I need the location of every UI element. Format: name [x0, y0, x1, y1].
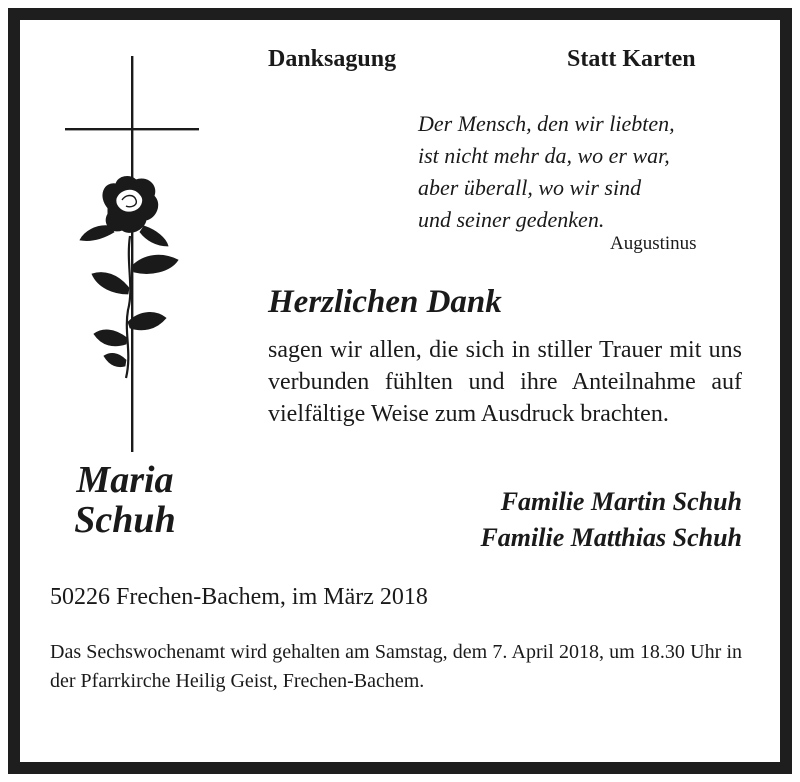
quote-line: ist nicht mehr da, wo er war, [418, 143, 670, 168]
thanks-body: sagen wir allen, die sich in stiller Trauer mit uns verbunden fühlten und ihre Anteilnahme auf vielfältige Weise zum Ausdruck brachten. [268, 337, 742, 427]
quote-line: Der Mensch, den wir liebten, [418, 111, 675, 136]
heading-statt-karten: Statt Karten [567, 46, 696, 72]
cross-with-rose [52, 48, 212, 458]
quote-line: aber überall, wo wir sind [418, 175, 642, 200]
deceased-first-name: Maria [76, 459, 174, 501]
quote-line: und seiner gedenken. [418, 207, 605, 232]
thanks-title: Herzlichen Dank [268, 284, 502, 320]
cross-icon [65, 56, 199, 452]
deceased-last-name: Schuh [74, 499, 176, 541]
service-notice: Das Sechswochenamt wird gehalten am Samstag, dem 7. April 2018, um 18.30 Uhr in der Pfarrkirche Heilig Geist, Frechen-Bachem. [50, 641, 742, 692]
quote-author: Augustinus [610, 233, 697, 254]
heading-danksagung: Danksagung [268, 46, 397, 72]
family-signatures [406, 484, 742, 556]
rose-icon [80, 177, 178, 378]
quote-block [418, 108, 675, 236]
family-signature: Familie Martin Schuh [500, 487, 742, 516]
deceased-name [50, 460, 200, 540]
family-signature: Familie Matthias Schuh [480, 523, 742, 552]
place-date: 50226 Frechen-Bachem, im März 2018 [50, 584, 428, 610]
